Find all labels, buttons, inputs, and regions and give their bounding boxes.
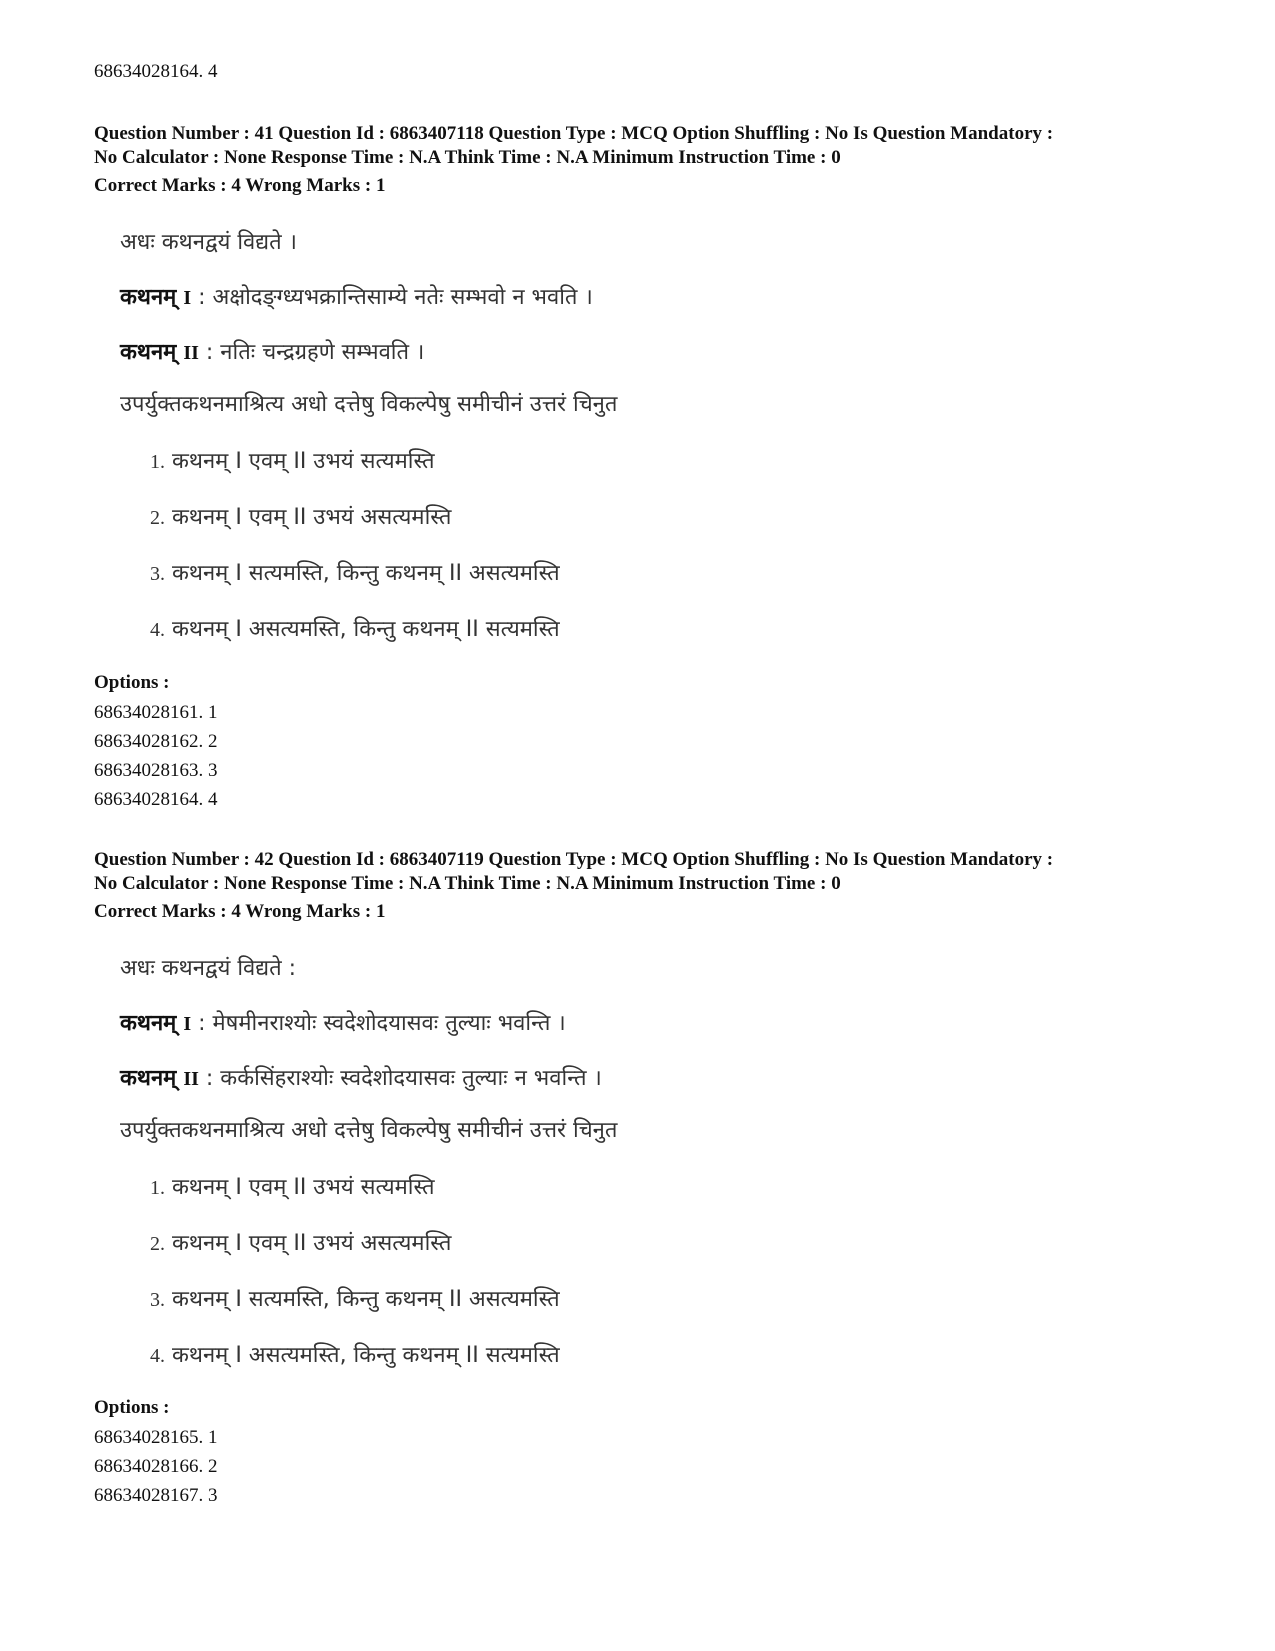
q41-stmt2-roman: II: [183, 342, 199, 364]
q41-option-item: 68634028162. 2: [94, 731, 218, 752]
q42-choice: [150, 1227, 451, 1257]
q42-choice-4-num: 4.: [150, 1345, 165, 1367]
q42-instruction: उपर्युक्तकथनमाश्रित्य अधो दत्तेषु विकल्पेषु समीचीनं उत्तरं चिनुत: [120, 1118, 618, 1143]
q42-intro: अधः कथनद्वयं विद्यते :: [120, 956, 297, 981]
q42-stmt2-roman: II: [183, 1068, 199, 1090]
q42-stmt2-text: : कर्कसिंहराश्योः स्वदेशोदयासवः तुल्याः न भवन्ति ।: [205, 1066, 602, 1091]
q42-meta-line1: Question Number : 42 Question Id : 6863407119 Question Type : MCQ Option Shuffling : No Is Question Mandatory :: [94, 849, 1054, 870]
q41-choice-3-num: 3.: [150, 563, 165, 585]
q41-stmt2-text: : नतिः चन्द्रग्रहणे सम्भवति ।: [205, 340, 425, 365]
q41-choice-2-text: कथनम् I एवम् II उभयं असत्यमस्ति: [172, 505, 452, 530]
q42-choice: [150, 1171, 435, 1201]
q41-option-item: 68634028164. 4: [94, 789, 218, 810]
q41-stmt2-label: कथनम्: [120, 340, 177, 365]
q42-choice-1-num: 1.: [150, 1177, 165, 1199]
q41-instruction: उपर्युक्तकथनमाश्रित्य अधो दत्तेषु विकल्पेषु समीचीनं उत्तरं चिनुत: [120, 392, 618, 417]
q41-choice-1-num: 1.: [150, 451, 165, 473]
q42-choice: [150, 1339, 560, 1369]
q42-options-list: [94, 1423, 218, 1510]
q42-options-title: Options :: [94, 1397, 170, 1418]
q41-choice-3-text: कथनम् I सत्यमस्ति, किन्तु कथनम् II असत्यमस्ति: [172, 561, 560, 586]
q41-choice-1-text: कथनम् I एवम् II उभयं सत्यमस्ति: [172, 449, 435, 474]
q42-option-item: 68634028166. 2: [94, 1456, 218, 1477]
q41-choice-4-text: कथनम् I असत्यमस्ति, किन्तु कथनम् II सत्यमस्ति: [172, 617, 560, 642]
q42-option-item: 68634028167. 3: [94, 1485, 218, 1506]
q41-intro: अधः कथनद्वयं विद्यते ।: [120, 230, 298, 255]
q41-statement-2: [120, 336, 424, 366]
q42-stmt1-text: : मेषमीनराश्योः स्वदेशोदयासवः तुल्याः भवन्ति ।: [198, 1011, 566, 1036]
q42-stmt2-label: कथनम्: [120, 1066, 177, 1091]
q42-option-item: 68634028165. 1: [94, 1427, 218, 1448]
q41-meta-line1: Question Number : 41 Question Id : 6863407118 Question Type : MCQ Option Shuffling : No Is Question Mandatory :: [94, 123, 1054, 144]
q41-choice: [150, 501, 451, 531]
q42-marks: Correct Marks : 4 Wrong Marks : 1: [94, 901, 386, 922]
q41-options-title: Options :: [94, 672, 170, 693]
q41-options-list: [94, 698, 218, 814]
q42-choice-3-num: 3.: [150, 1289, 165, 1311]
q42-choice: [150, 1283, 560, 1313]
q42-choice-1-text: कथनम् I एवम् II उभयं सत्यमस्ति: [172, 1175, 435, 1200]
q41-choice-2-num: 2.: [150, 507, 165, 529]
q42-choice-2-num: 2.: [150, 1233, 165, 1255]
q42-meta-line2: No Calculator : None Response Time : N.A Think Time : N.A Minimum Instruction Time : 0: [94, 873, 841, 894]
q41-statement-1: [120, 281, 593, 311]
q41-stmt1-roman: I: [183, 287, 192, 309]
q41-choice: [150, 613, 560, 643]
q42-statement-2: [120, 1062, 602, 1092]
q42-stmt1-label: कथनम्: [120, 1011, 177, 1036]
q41-stmt1-label: कथनम्: [120, 285, 177, 310]
q41-stmt1-text: : अक्षोदङ्ग्ध्यभक्रान्तिसाम्ये नतेः सम्भवो न भवति ।: [198, 285, 593, 310]
previous-option-line: 68634028164. 4: [94, 61, 218, 82]
q41-marks: Correct Marks : 4 Wrong Marks : 1: [94, 175, 386, 196]
q41-meta-line2: No Calculator : None Response Time : N.A Think Time : N.A Minimum Instruction Time : 0: [94, 147, 841, 168]
q42-choice-3-text: कथनम् I सत्यमस्ति, किन्तु कथनम् II असत्यमस्ति: [172, 1287, 560, 1312]
q41-choice: [150, 557, 560, 587]
q42-choice-2-text: कथनम् I एवम् II उभयं असत्यमस्ति: [172, 1231, 452, 1256]
q42-statement-1: [120, 1007, 566, 1037]
q41-choice-4-num: 4.: [150, 619, 165, 641]
q41-option-item: 68634028163. 3: [94, 760, 218, 781]
q42-choice-4-text: कथनम् I असत्यमस्ति, किन्तु कथनम् II सत्यमस्ति: [172, 1343, 560, 1368]
q41-option-item: 68634028161. 1: [94, 702, 218, 723]
q42-stmt1-roman: I: [183, 1013, 192, 1035]
q41-choice: [150, 445, 435, 475]
